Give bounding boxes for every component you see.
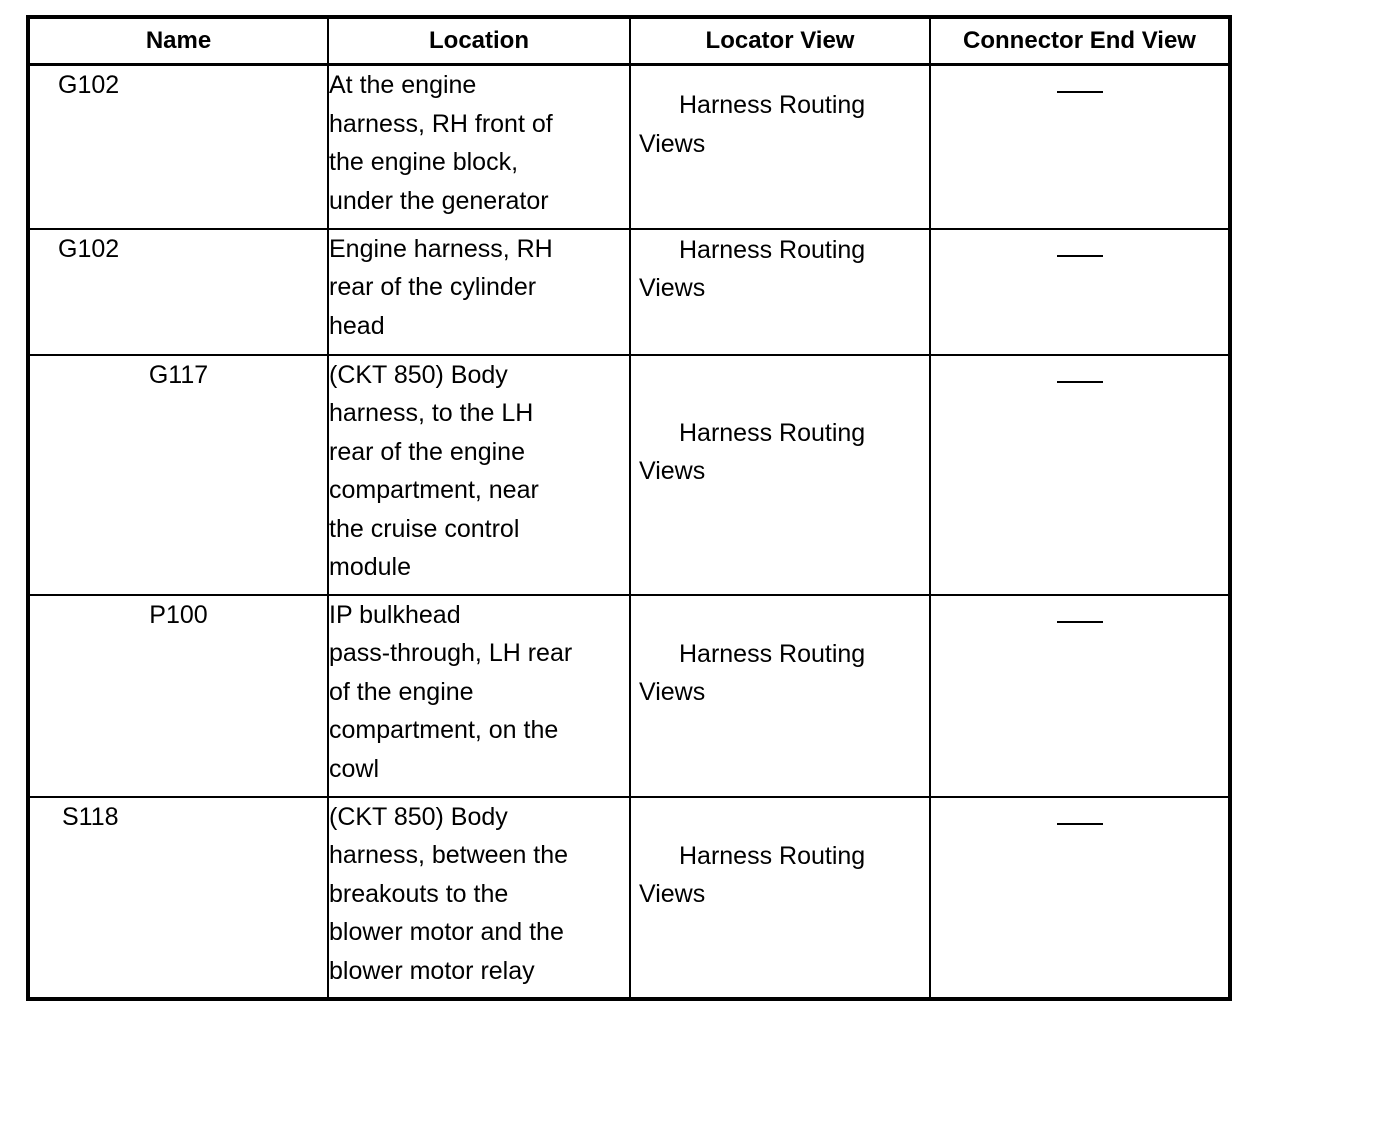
- component-name: G102: [58, 71, 120, 99]
- location-line: under the generator: [329, 186, 549, 215]
- location-line: the engine block,: [329, 148, 519, 176]
- header-locator-view: Locator View: [630, 17, 930, 65]
- location-line: harness, RH front of: [329, 109, 553, 138]
- location-line: rear of the engine: [329, 437, 525, 466]
- location-line: (CKT 850) Body: [329, 360, 508, 389]
- location-line: pass-through, LH rear: [329, 639, 573, 667]
- location-cell: [328, 229, 630, 355]
- connector-end-view-cell: [930, 229, 1230, 355]
- table-row: [28, 355, 1230, 595]
- locator-view-cell: [630, 65, 930, 229]
- location-cell: [328, 797, 630, 999]
- connector-end-view-cell: [930, 595, 1230, 797]
- locator-view-cell: [630, 797, 930, 999]
- location-line: head: [329, 311, 385, 340]
- locator-view-link[interactable]: Harness Routing: [679, 235, 866, 264]
- locator-view-link[interactable]: Harness Routing: [679, 418, 866, 447]
- location-line: harness, between the: [329, 841, 569, 869]
- location-line: compartment, near: [329, 476, 539, 504]
- locator-view-cell: [630, 229, 930, 355]
- locator-view-link[interactable]: Harness Routing: [679, 639, 866, 668]
- header-row: [28, 17, 1230, 65]
- name-cell: [28, 595, 328, 797]
- component-name: G102: [58, 234, 120, 263]
- name-cell: [28, 355, 328, 595]
- location-line: cowl: [329, 754, 380, 783]
- component-name: P100: [149, 600, 208, 629]
- location-line: IP bulkhead: [329, 600, 461, 629]
- name-cell: [28, 229, 328, 355]
- table-row: [28, 65, 1230, 229]
- component-name: G117: [148, 360, 209, 389]
- location-line: breakouts to the: [329, 879, 509, 908]
- locator-view-link[interactable]: Views: [639, 678, 706, 706]
- name-cell: [28, 797, 328, 999]
- locator-view-link[interactable]: Views: [639, 129, 706, 158]
- empty-dash: [1057, 91, 1103, 93]
- location-line: of the engine: [329, 677, 474, 706]
- empty-dash: [1057, 255, 1103, 257]
- locator-view-link[interactable]: Views: [639, 274, 706, 302]
- locator-view-link[interactable]: Harness Routing: [679, 841, 866, 870]
- location-cell: [328, 595, 630, 797]
- location-line: At the engine: [329, 71, 477, 99]
- component-name: S118: [62, 802, 119, 831]
- header-connector-end-view: Connector End View: [930, 17, 1230, 65]
- location-cell: [328, 65, 630, 229]
- location-cell: [328, 355, 630, 595]
- component-locator-table: [26, 15, 1232, 1001]
- empty-dash: [1057, 621, 1103, 623]
- location-line: module: [329, 553, 411, 581]
- location-line: Engine harness, RH: [329, 234, 553, 263]
- location-line: (CKT 850) Body: [329, 802, 508, 831]
- connector-end-view-cell: [930, 797, 1230, 999]
- locator-view-link[interactable]: Views: [639, 880, 706, 908]
- locator-view-cell: [630, 595, 930, 797]
- location-line: blower motor and the: [329, 918, 564, 946]
- location-line: harness, to the LH: [329, 399, 534, 427]
- table-row: [28, 229, 1230, 355]
- table-row: [28, 595, 1230, 797]
- header-location: Location: [328, 17, 630, 65]
- header-name: Name: [28, 17, 328, 65]
- table-row: [28, 797, 1230, 999]
- connector-end-view-cell: [930, 65, 1230, 229]
- empty-dash: [1057, 381, 1103, 383]
- location-line: compartment, on the: [329, 716, 559, 744]
- location-line: the cruise control: [329, 514, 520, 543]
- locator-view-cell: [630, 355, 930, 595]
- location-line: rear of the cylinder: [329, 273, 537, 301]
- name-cell: [28, 65, 328, 229]
- location-line: blower motor relay: [329, 956, 535, 985]
- connector-end-view-cell: [930, 355, 1230, 595]
- locator-view-link[interactable]: Harness Routing: [679, 91, 866, 119]
- empty-dash: [1057, 823, 1103, 825]
- locator-view-link[interactable]: Views: [639, 457, 706, 485]
